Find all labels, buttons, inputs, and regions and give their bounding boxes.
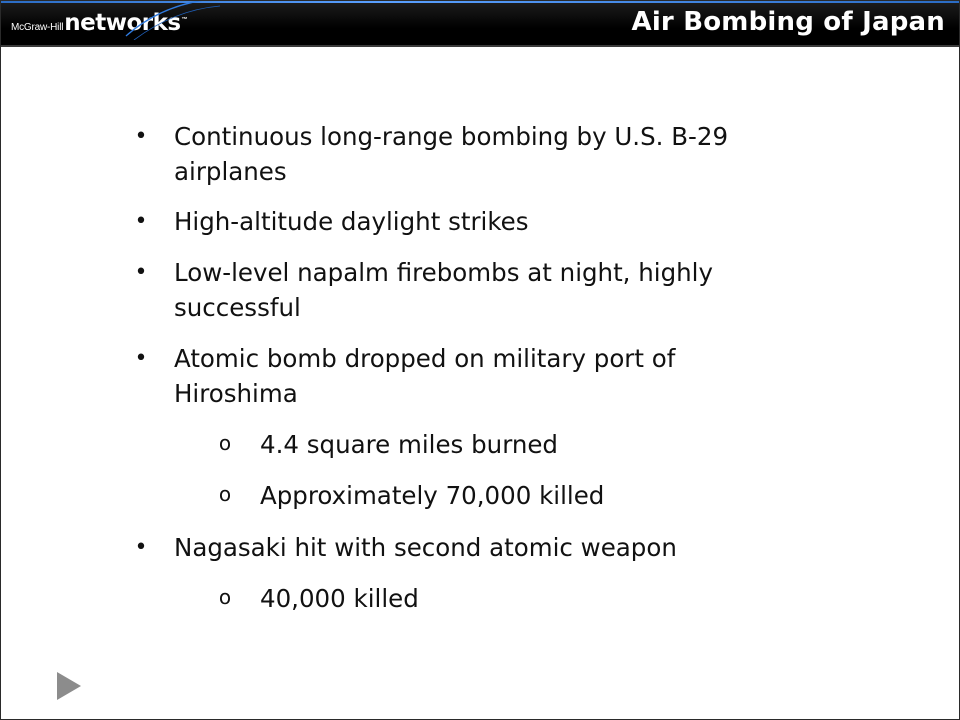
bullet-marker: • [134,535,148,560]
brand-trademark: ™ [181,17,188,24]
list-item-line: Continuous long-range bombing by U.S. B-29 [174,122,729,151]
list-item-line: airplanes [174,157,287,186]
list-item-line: Nagasaki hit with second atomic weapon [174,533,677,562]
list-item-line: Low-level napalm firebombs at night, highly [174,258,713,287]
bullet-marker: • [134,346,148,371]
sub-bullet-marker: o [218,482,232,506]
sub-bullet-marker: o [218,431,232,455]
sub-bullet-marker: o [218,585,232,609]
list-item [131,341,831,411]
brand-publisher: McGraw-Hill [11,22,64,33]
list-item [131,204,831,239]
bullet-marker: • [134,124,148,149]
list-item-line: Hiroshima [174,379,298,408]
header-divider [1,45,959,47]
list-item-line: Approximately 70,000 killed [260,481,605,510]
list-item [131,530,831,565]
list-item [131,255,831,325]
list-item-text [174,119,834,189]
list-item-text [174,204,834,239]
brand-logo [11,10,187,40]
list-item-text [174,255,834,325]
list-item-line: Atomic bomb dropped on military port of [174,344,676,373]
list-item [215,581,815,616]
brand-product-text: networks [64,10,181,36]
list-item-text [260,581,810,616]
bullet-marker: • [134,209,148,234]
list-item [215,427,815,462]
bullet-marker: • [134,260,148,285]
header-bar [1,1,959,47]
list-item-line: 40,000 killed [260,584,419,613]
play-triangle-icon [55,670,83,702]
list-item-line: successful [174,293,301,322]
list-item [215,478,815,513]
list-item-text [260,478,810,513]
list-item-text [174,530,834,565]
page-title: Air Bombing of Japan [631,7,945,37]
list-item-text [260,427,810,462]
header-accent-line [1,1,959,3]
list-item [131,119,831,189]
next-slide-button[interactable] [55,670,83,702]
list-item-line: High-altitude daylight strikes [174,207,529,236]
list-item-text [174,341,834,411]
brand-product [64,10,187,36]
list-item-line: 4.4 square miles burned [260,430,558,459]
